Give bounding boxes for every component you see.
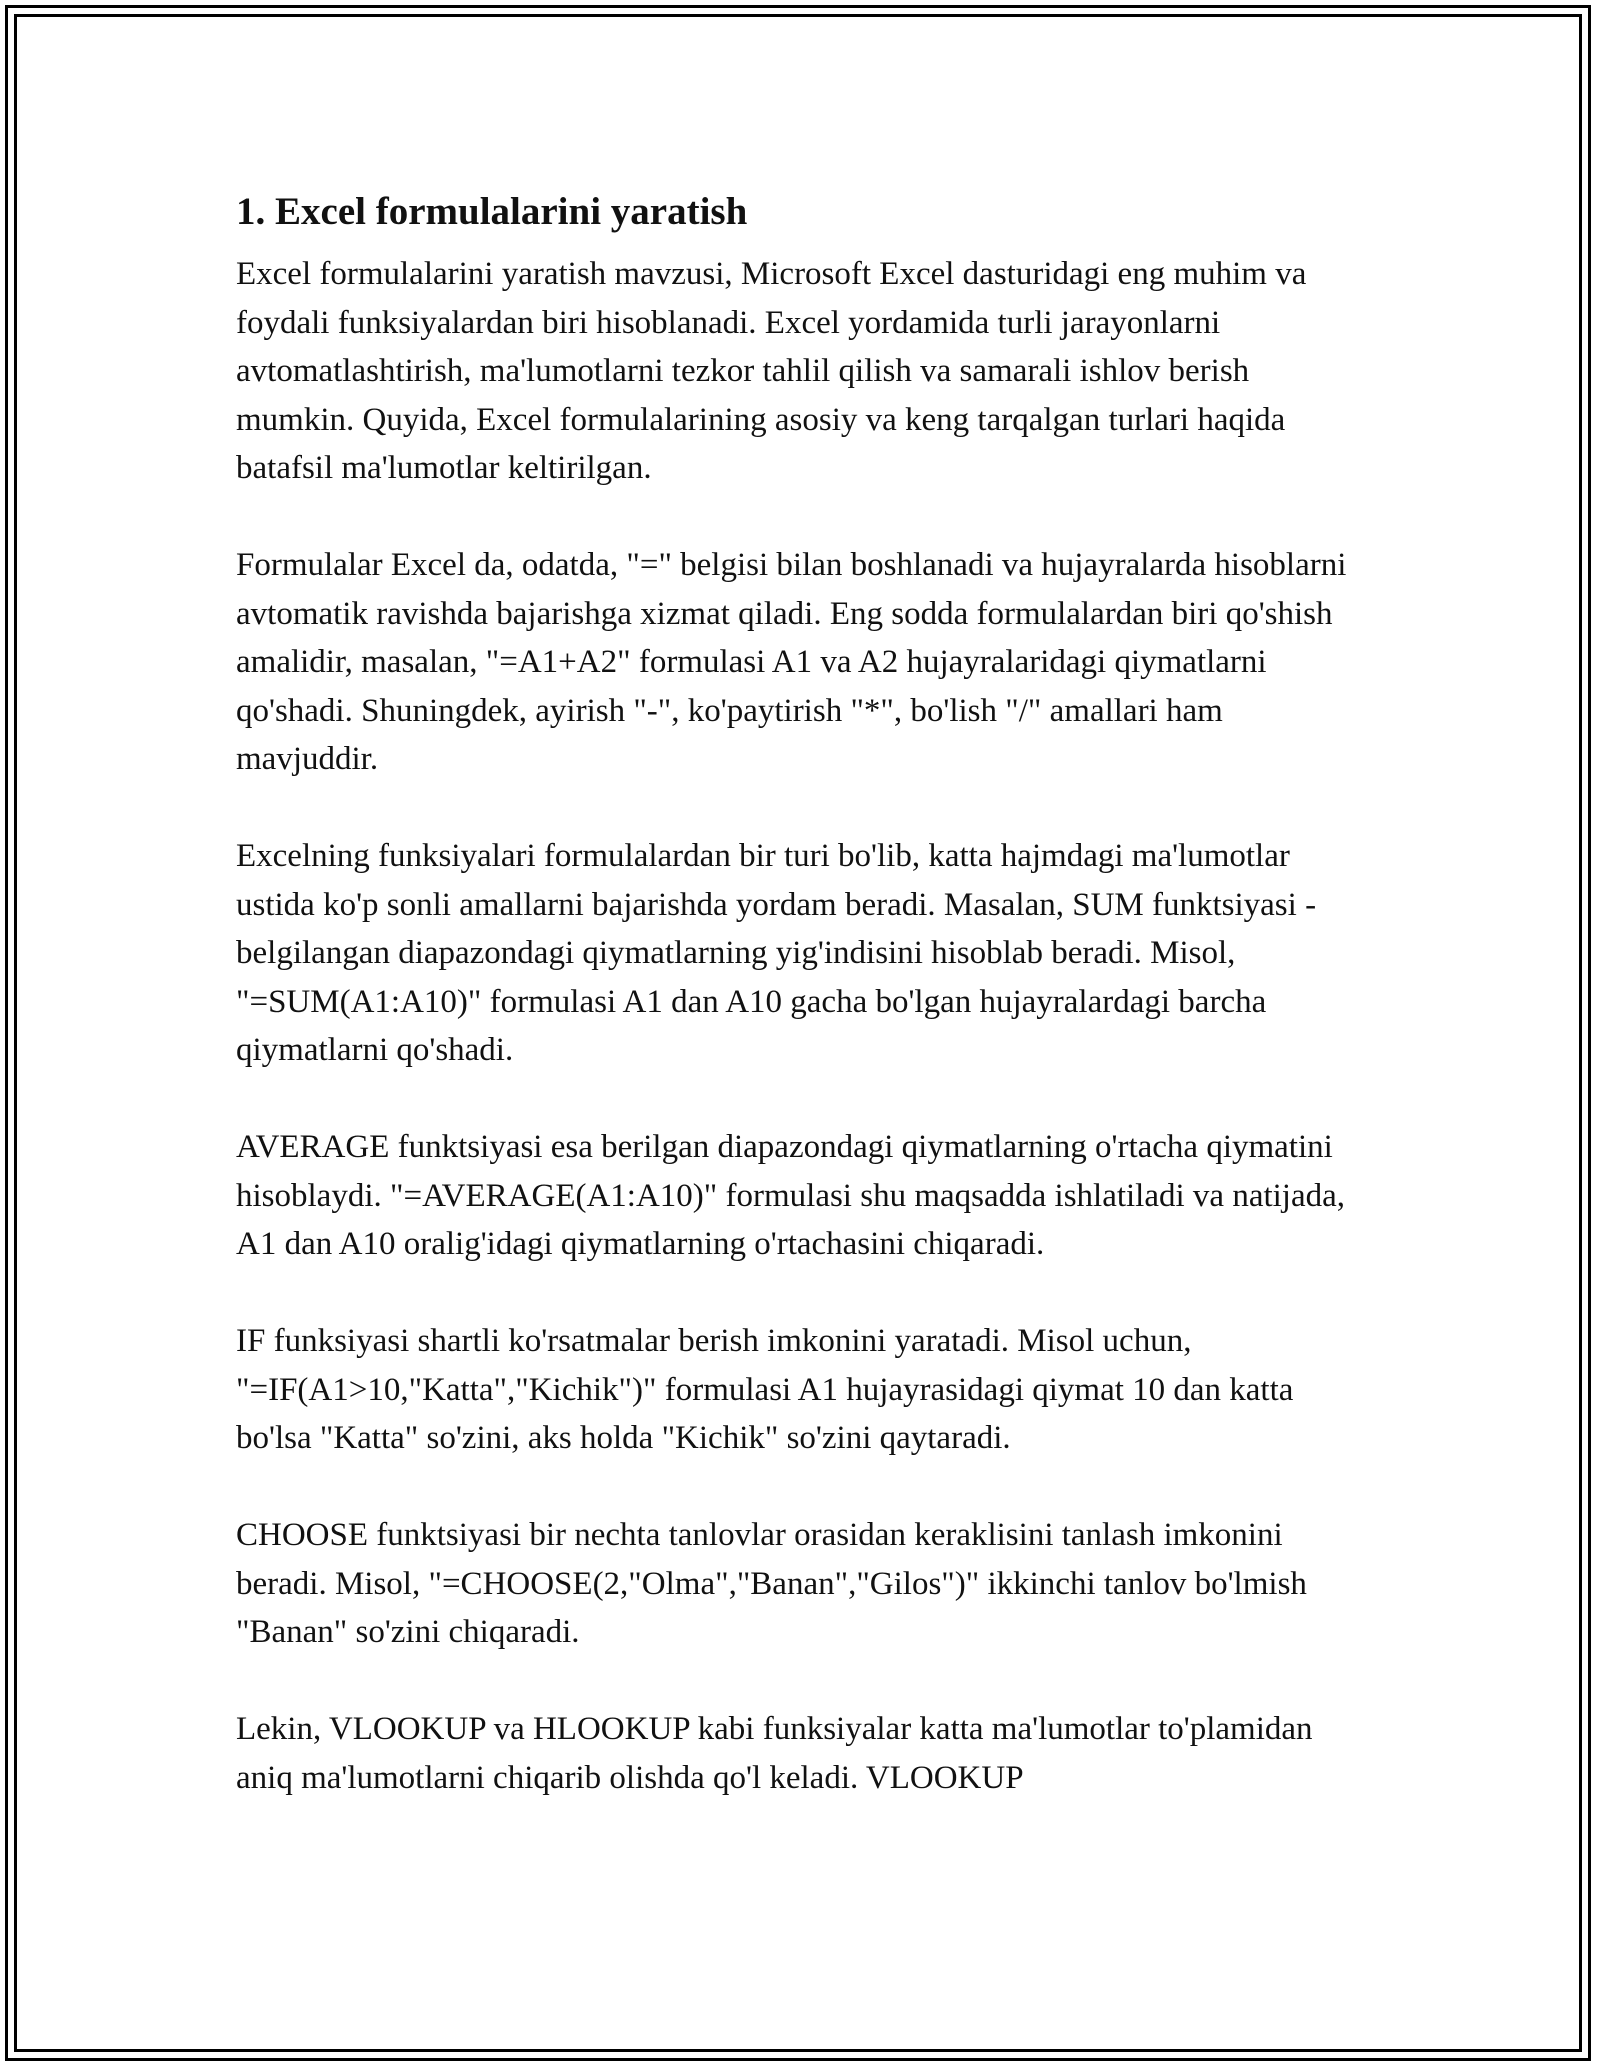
- paragraph-intro: Excel formulalarini yaratish mavzusi, Microsoft Excel dasturidagi eng muhim va foydali funksiyalardan biri hisoblanadi. Excel yordamida turli jarayonlarni avtomatlashtirish, ma'lumotlarni tezkor tahlil qilish va samarali ishlov berish mumkin. Quyida, Excel formulalarining asosiy va keng tarqalgan turlari haqida batafsil ma'lumotlar keltirilgan.: [236, 256, 1307, 486]
- paragraph-lookup-functions: Lekin, VLOOKUP va HLOOKUP kabi funksiyalar katta ma'lumotlar to'plamidan aniq ma'lumotlarni chiqarib olishda qo'l keladi. VLOOKUP: [236, 1711, 1313, 1796]
- section-heading: 1. Excel formulalarini yaratish: [236, 190, 748, 233]
- paragraph-formulas-basics: Formulalar Excel da, odatda, "=" belgisi bilan boshlanadi va hujayralarda hisoblarni avtomatik ravishda bajarishga xizmat qiladi. Eng sodda formulalardan biri qo'shish amalidir, masalan, "=A1+A2" formulasi A1 va A2 hujayralaridagi qiymatlarni qo'shadi. Shuningdek, ayirish "-", ko'paytirish "*", bo'lish "/" amallari ham mavjuddir.: [236, 547, 1347, 777]
- paragraph-if-function: IF funksiyasi shartli ko'rsatmalar berish imkonini yaratadi. Misol uchun, "=IF(A1>10,"Katta","Kichik")" formulasi A1 hujayrasidagi qiymat 10 dan katta bo'lsa "Katta" so'zini, aks holda "Kichik" so'zini qaytaradi.: [236, 1323, 1294, 1456]
- paragraph-choose-function: CHOOSE funktsiyasi bir nechta tanlovlar orasidan keraklisini tanlash imkonini beradi. Misol, "=CHOOSE(2,"Olma","Banan","Gilos")" ikkinchi tanlov bo'lmish "Banan" so'zini chiqaradi.: [236, 1517, 1307, 1650]
- paragraph-sum-function: Excelning funksiyalari formulalardan bir turi bo'lib, katta hajmdagi ma'lumotlar ustida ko'p sonli amallarni bajarishda yordam beradi. Masalan, SUM funktsiyasi - belgilangan diapazondagi qiymatlarning yig'indisini hisoblab beradi. Misol, "=SUM(A1:A10)" formulasi A1 dan A10 gacha bo'lgan hujayralardagi barcha qiymatlarni qo'shadi.: [236, 838, 1317, 1068]
- paragraph-average-function: AVERAGE funktsiyasi esa berilgan diapazondagi qiymatlarning o'rtacha qiymatini hisoblaydi. "=AVERAGE(A1:A10)" formulasi shu maqsadda ishlatiladi va natijada, A1 dan A10 oralig'idagi qiymatlarning o'rtachasini chiqaradi.: [236, 1129, 1346, 1262]
- document-body: [236, 186, 1366, 1851]
